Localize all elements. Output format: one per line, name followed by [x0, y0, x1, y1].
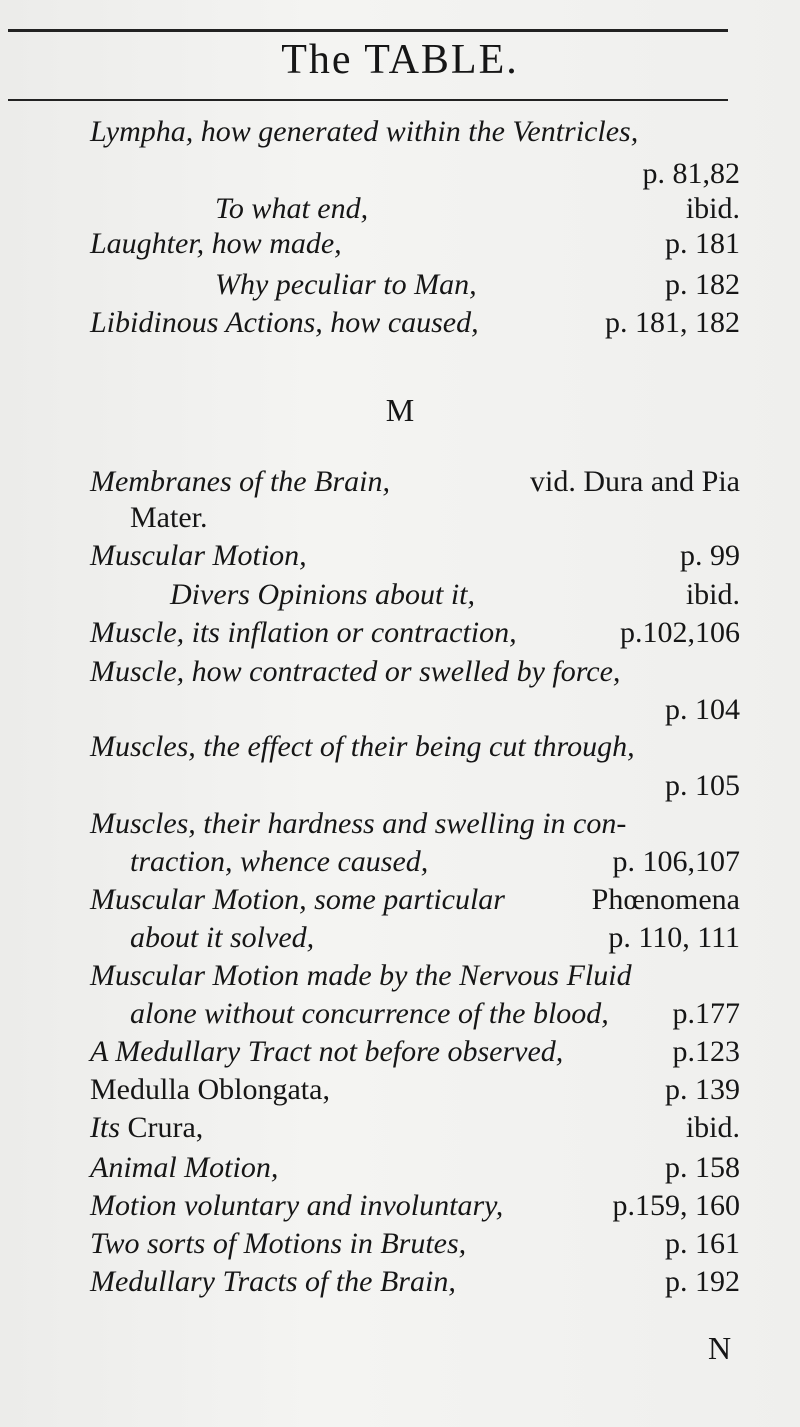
entry-page: p.102,106	[620, 616, 740, 649]
entry-to-what-end	[215, 191, 740, 227]
entry-medullary-tracts	[90, 1264, 740, 1300]
entry-two-sorts	[90, 1226, 740, 1262]
entry-why-peculiar	[215, 267, 740, 303]
entry-label: To what end,	[215, 192, 369, 225]
section-letter-m: M	[385, 392, 415, 428]
entry-label: Libidinous Actions, how caused,	[90, 306, 479, 339]
entry-page: p. 192	[665, 1265, 740, 1298]
entry-page: p. 158	[665, 1151, 740, 1184]
entry-lympha-page: p. 81,82	[642, 157, 740, 190]
entry-page: p. 181	[665, 227, 740, 260]
entry-muscles-cut: Muscles, the effect of their being cut through,	[90, 730, 635, 763]
entry-membranes-cont: Mater.	[130, 501, 208, 534]
entry-muscles-hardness: Muscles, their hardness and swelling in con-	[90, 807, 627, 840]
entry-muscles-hardness-cont	[130, 844, 740, 880]
entry-label: Divers Opinions about it,	[170, 578, 475, 611]
entry-libidinous	[90, 305, 740, 341]
entry-page: p. 99	[680, 539, 740, 572]
entry-page: ibid.	[685, 1111, 740, 1144]
entry-page: p. 181, 182	[605, 306, 740, 339]
entry-phaenomena-cont	[130, 920, 740, 956]
entry-page: p. 139	[665, 1073, 740, 1106]
entry-page: p.177	[672, 997, 740, 1030]
entry-word: Phœnomena	[591, 883, 740, 916]
entry-page: ibid.	[685, 578, 740, 611]
entry-page: p. 110, 111	[608, 921, 740, 954]
top-rule	[8, 29, 728, 32]
heading-rule	[8, 99, 728, 101]
entry-label: Membranes of the Brain,	[90, 465, 390, 498]
entry-label: Muscular Motion, some particular	[90, 883, 505, 916]
entry-phaenomena	[90, 882, 740, 918]
entry-label: Laughter, how made,	[90, 227, 342, 260]
entry-laughter	[90, 226, 740, 262]
entry-muscle-contracted: Muscle, how contracted or swelled by force,	[90, 655, 621, 688]
entry-label: Motion voluntary and involuntary,	[90, 1189, 504, 1222]
entry-medulla-oblongata	[90, 1072, 740, 1108]
entry-medullary-tract	[90, 1034, 740, 1070]
entry-muscle-contracted-page: p. 104	[665, 693, 740, 726]
catchword: N	[708, 1330, 732, 1366]
entry-label: Its	[90, 1111, 120, 1144]
entry-muscular-motion	[90, 538, 740, 574]
entry-nervous-fluid-cont	[130, 996, 740, 1032]
entry-crura	[90, 1110, 740, 1146]
entry-divers-opinions	[170, 577, 740, 613]
entry-label: alone without concurrence of the blood,	[130, 997, 609, 1030]
entry-label: A Medullary Tract not before observed,	[90, 1035, 564, 1068]
entry-label: about it solved,	[130, 921, 315, 954]
entry-label: Muscular Motion,	[90, 539, 307, 572]
entry-membranes	[90, 464, 740, 500]
entry-page: p.123	[672, 1035, 740, 1068]
entry-lympha: Lympha, how generated within the Ventricles,	[90, 115, 639, 148]
entry-page: p.159, 160	[612, 1189, 740, 1222]
entry-motion-voluntary	[90, 1188, 740, 1224]
entry-label: Animal Motion,	[90, 1151, 279, 1184]
entry-label: Muscle, its inflation or contraction,	[90, 616, 517, 649]
entry-label: Medullary Tracts of the Brain,	[90, 1265, 456, 1298]
entry-page: p. 182	[665, 268, 740, 301]
entry-page: p. 161	[665, 1227, 740, 1260]
entry-label: Why peculiar to Man,	[215, 268, 477, 301]
entry-label: Medulla Oblongata,	[90, 1073, 330, 1106]
entry-label: traction, whence caused,	[130, 845, 429, 878]
entry-nervous-fluid: Muscular Motion made by the Nervous Fluid	[90, 959, 632, 992]
entry-animal-motion	[90, 1150, 740, 1186]
entry-label: Two sorts of Motions in Brutes,	[90, 1227, 467, 1260]
entry-label-roman: Crura,	[127, 1111, 204, 1144]
entry-muscles-cut-page: p. 105	[665, 769, 740, 802]
entry-page: ibid.	[685, 192, 740, 225]
page-heading: The TABLE.	[281, 37, 519, 83]
entry-muscle-inflation	[90, 615, 740, 651]
entry-ref: vid. Dura and Pia	[530, 465, 740, 498]
entry-page: p. 106,107	[612, 845, 740, 878]
